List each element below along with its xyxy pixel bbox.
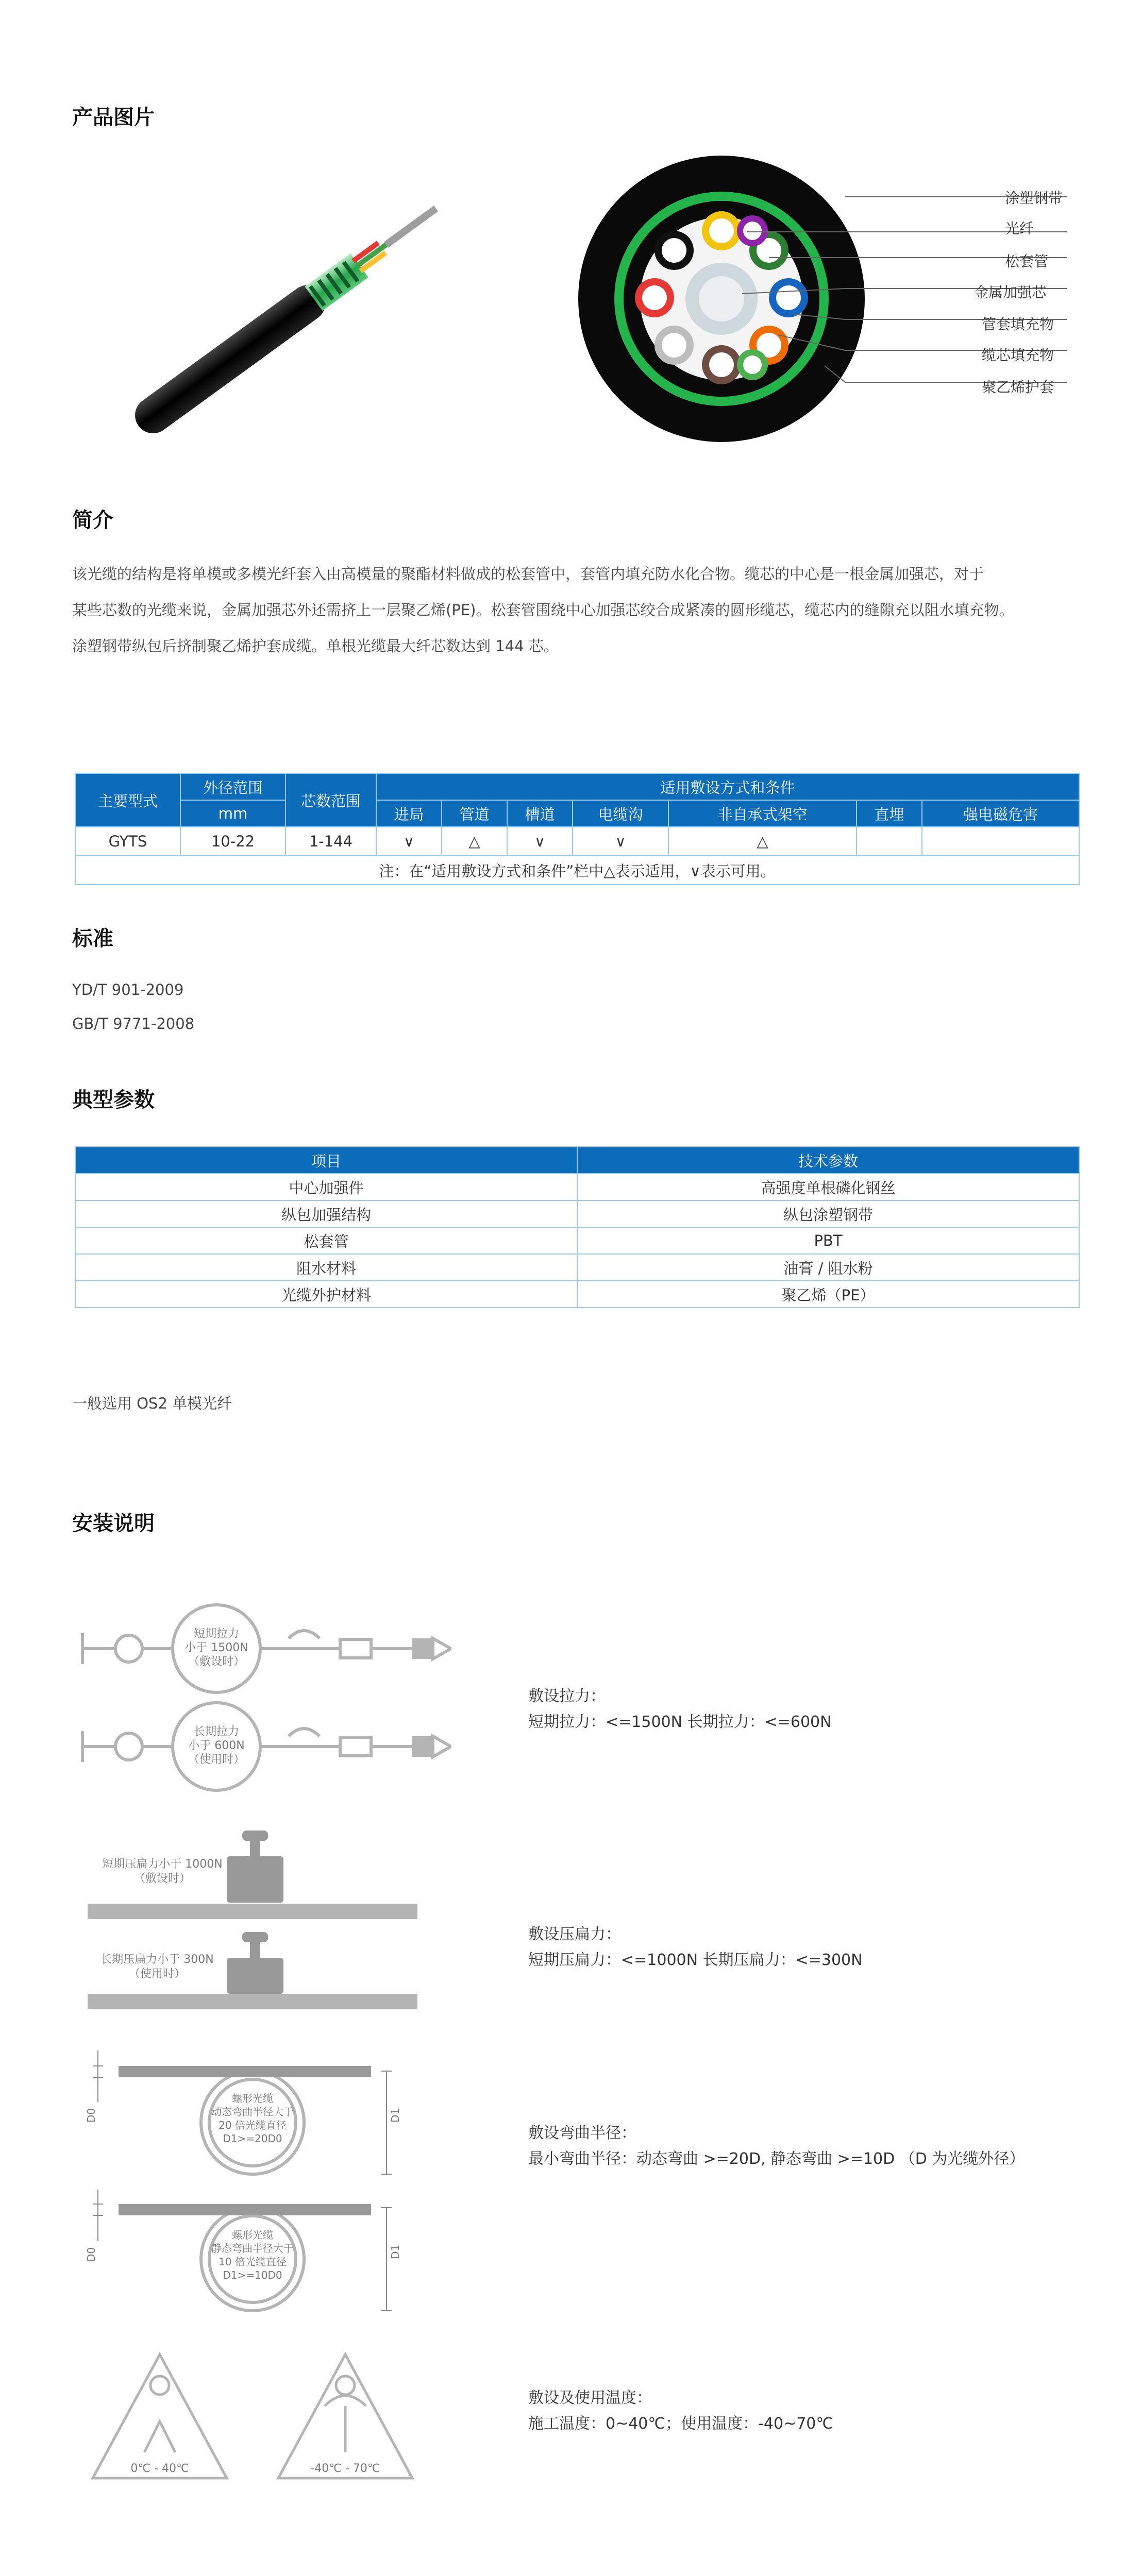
bend-text: 最小弯曲半径：动态弯曲 >=20D, 静态弯曲 >=10D （D 为光缆外径） <box>528 2150 1025 2168</box>
intro-line-2: 某些芯数的光缆来说，金属加强芯外还需挤上一层聚乙烯(PE)。松套管围绕中心加强芯绞合成紧凑的圆形缆芯，缆芯内的缝隙充以阻水填充物。 <box>72 601 1014 619</box>
params-cell: 阻水材料 <box>75 1254 577 1281</box>
intro-paragraph <box>72 562 1082 658</box>
bend-title: 敷设弯曲半径： <box>528 2124 636 2142</box>
fig-bend-d0-b: D0 <box>85 2247 97 2262</box>
params-cell: 松套管 <box>75 1227 577 1254</box>
fig-tension-long-3: （使用时） <box>188 1753 245 1766</box>
fig-bend-stat-1: 螺形光缆 <box>232 2229 273 2241</box>
spec-method-buried: 直埋 <box>857 800 922 827</box>
fiber-note: 一般选用 OS2 单模光纤 <box>72 1395 232 1412</box>
label-pe-jacket: 聚乙烯护套 <box>982 379 1054 396</box>
spec-header-cores: 芯数范围 <box>286 773 376 827</box>
spec-cell-mark-aerial: △ <box>668 827 857 856</box>
spec-method-aerial: 非自承式架空 <box>668 800 857 827</box>
params-cell: 光缆外护材料 <box>75 1281 577 1308</box>
spec-cell-cores: 1-144 <box>286 827 376 856</box>
fig-crush-long-2: （使用时） <box>128 1968 186 1980</box>
bend-figure <box>72 2040 433 2329</box>
spec-cell-mark-emi <box>922 827 1079 856</box>
fig-bend-stat-3: 10 倍光缆直径 <box>219 2256 287 2268</box>
label-tube-filler: 管套填充物 <box>982 316 1054 333</box>
fig-bend-d0-a: D0 <box>85 2108 97 2123</box>
fig-tension-short-3: （敷设时） <box>188 1655 245 1668</box>
params-cell: 聚乙烯（PE） <box>577 1281 1079 1308</box>
standard-2: GB/T 9771-2008 <box>72 1015 195 1032</box>
intro-line-1: 该光缆的结构是将单模或多模光纤套入由高模量的聚酯材料做成的松套管中，套管内填充防水化合物。缆芯的中心是一根金属加强芯，对于 <box>72 565 984 583</box>
spec-method-trough: 槽道 <box>507 800 573 827</box>
table-row <box>75 1254 1079 1281</box>
params-cell: 油膏 / 阻水粉 <box>577 1254 1079 1281</box>
fig-temp-a: 0℃ - 40℃ <box>130 2462 189 2475</box>
section-title-intro: 简介 <box>72 509 113 532</box>
crush-title: 敷设压扁力： <box>528 1925 621 1943</box>
intro-line-3: 涂塑钢带纵包后挤制聚乙烯护套成缆。单根光缆最大纤芯数达到 144 芯。 <box>72 637 559 655</box>
fig-bend-stat-4: D1>=10D0 <box>223 2269 282 2281</box>
fig-temp-b: -40℃ - 70℃ <box>310 2462 380 2475</box>
params-table <box>75 1146 1080 1308</box>
spec-method-cable-trench: 电缆沟 <box>573 800 668 827</box>
label-metal-strength: 金属加强芯 <box>974 284 1047 301</box>
fig-bend-dyn-1: 螺形光缆 <box>232 2092 273 2105</box>
table-row <box>75 1281 1079 1308</box>
fig-crush-short-2: （敷设时） <box>133 1872 191 1885</box>
fig-crush-long-1: 长期压扁力小于 300N <box>100 1953 214 1966</box>
table-row <box>75 1200 1079 1227</box>
params-cell: PBT <box>577 1227 1079 1254</box>
label-loose-tube: 松套管 <box>1005 253 1049 270</box>
spec-method-emi: 强电磁危害 <box>922 800 1079 827</box>
table-row <box>75 827 1079 856</box>
spec-cell-mark-buried <box>857 827 922 856</box>
label-core-filler: 缆芯填充物 <box>982 347 1054 364</box>
label-fiber: 光纤 <box>1005 220 1034 237</box>
section-title-install: 安装说明 <box>72 1512 155 1535</box>
spec-header-od-unit: mm <box>180 800 286 827</box>
spec-cell-mark-duct: △ <box>442 827 507 856</box>
spec-cell-model: GYTS <box>75 827 180 856</box>
fig-tension-short-1: 短期拉力 <box>193 1628 240 1640</box>
fig-tension-long-1: 长期拉力 <box>193 1725 240 1738</box>
fig-tension-short-2: 小于 1500N <box>184 1641 248 1654</box>
spec-method-indoor: 进局 <box>376 800 442 827</box>
spec-table <box>75 773 1080 885</box>
temp-text: 施工温度：0~40℃；使用温度：-40~70℃ <box>528 2415 834 2433</box>
fig-tension-long-2: 小于 600N <box>188 1739 245 1752</box>
fig-bend-dyn-2: 动态弯曲半径大于 <box>211 2106 294 2118</box>
spec-note: 注：在“适用敷设方式和条件”栏中△表示适用，∨表示可用。 <box>75 856 1079 885</box>
section-title-typical-params: 典型参数 <box>72 1088 155 1112</box>
spec-cell-mark-indoor: ∨ <box>376 827 442 856</box>
params-cell: 纵包涂塑钢带 <box>577 1200 1079 1227</box>
temp-title: 敷设及使用温度： <box>528 2389 652 2407</box>
cable-illustration <box>103 191 474 443</box>
tension-text: 短期拉力：<=1500N 长期拉力：<=600N <box>528 1713 832 1731</box>
fig-bend-dyn-3: 20 倍光缆直径 <box>219 2119 287 2131</box>
table-row <box>75 1227 1079 1254</box>
section-title-standard: 标准 <box>72 927 113 951</box>
fig-crush-short-1: 短期压扁力小于 1000N <box>102 1858 223 1871</box>
crush-figure <box>72 1826 433 2022</box>
params-header-value: 技术参数 <box>577 1147 1079 1174</box>
spec-cell-mark-cable-trench: ∨ <box>573 827 668 856</box>
fig-bend-d1-a: D1 <box>389 2108 401 2123</box>
spec-header-od: 外径范围 <box>180 773 286 800</box>
section-title-product-image: 产品图片 <box>72 106 155 129</box>
temperature-figure <box>88 2349 417 2488</box>
table-row <box>75 1174 1079 1200</box>
tension-figure <box>72 1602 474 1798</box>
spec-cell-od: 10-22 <box>180 827 286 856</box>
label-steel-tape: 涂塑钢带 <box>1005 190 1063 207</box>
params-cell: 纵包加强结构 <box>75 1200 577 1227</box>
fig-bend-d1-b: D1 <box>389 2244 401 2259</box>
spec-method-duct: 管道 <box>442 800 507 827</box>
crush-text: 短期压扁力：<=1000N 长期压扁力：<=300N <box>528 1951 863 1969</box>
params-header-item: 项目 <box>75 1147 577 1174</box>
fig-bend-dyn-4: D1>=20D0 <box>223 2132 282 2145</box>
fig-bend-stat-2: 静态弯曲半径大于 <box>211 2242 294 2255</box>
params-cell: 高强度单根磷化钢丝 <box>577 1174 1079 1200</box>
spec-cell-mark-trough: ∨ <box>507 827 573 856</box>
spec-header-model: 主要型式 <box>75 773 180 827</box>
tension-title: 敷设拉力： <box>528 1687 606 1705</box>
params-cell: 中心加强件 <box>75 1174 577 1200</box>
spec-header-methods: 适用敷设方式和条件 <box>376 773 1079 800</box>
standard-1: YD/T 901-2009 <box>72 981 184 998</box>
